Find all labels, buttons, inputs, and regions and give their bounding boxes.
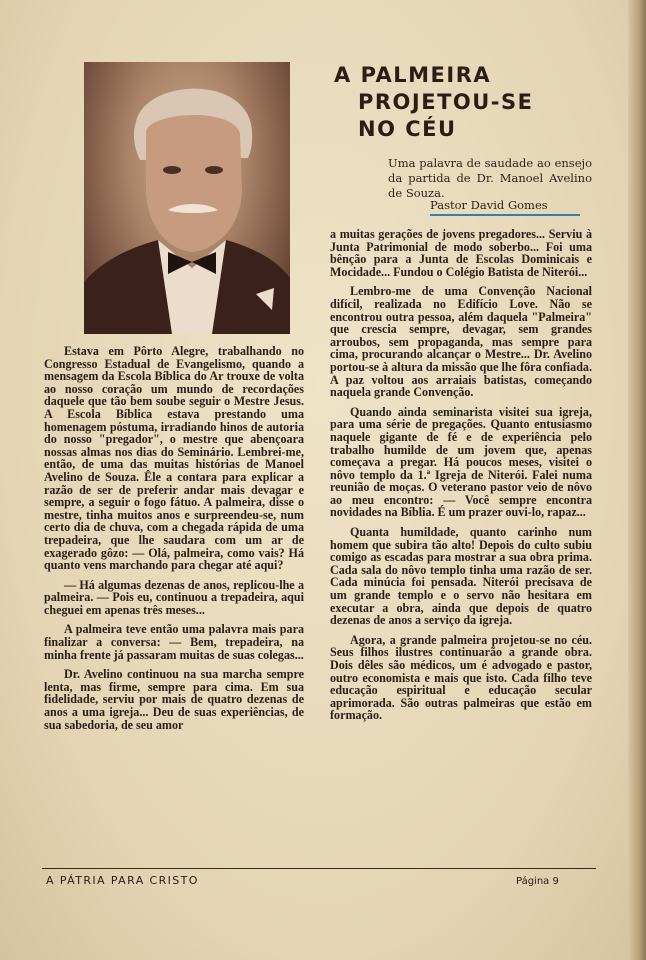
paragraph: — Há algumas dezenas de anos, replicou-lhe a palmeira. — Pois eu, continuou a trepadeira, aqui cheguei em apenas três meses... (44, 577, 304, 617)
article-author: Pastor David Gomes (430, 198, 580, 216)
paragraph: Agora, a grande palmeira projetou-se no céu. Seus filhos ilustres continuarão a grande obra. Dois dêles são médicos, um é advogado e pastor, outro economista e mais que isto. Cada filho teve educação espiritual e educação secular aprimorada. São outras palmeiras que estão em formação. (330, 632, 592, 723)
left-text-column (44, 345, 304, 738)
footer-divider (42, 868, 596, 869)
paragraph: Lembro-me de uma Convenção Nacional difícil, realizada no Edifício Love. Não se encontrou outra pessoa, além daquela "Palmeira" que crescia sempre, devagar, sem grandes arroubos, sem propaganda, mas sempre para cima, procurando alcançar o Mestre... Dr. Avelino portou-se à altura da missão que lhe fôra confiada. A paz voltou aos arraiais batistas, começando naquela grande Convenção. (330, 284, 592, 400)
paragraph: A palmeira teve então uma palavra mais para finalizar a conversa: — Bem, trepadeira, na minha frente já passaram muitas de suas colegas... (44, 622, 304, 662)
paragraph: Dr. Avelino continuou na sua marcha sempre lenta, mas firme, sempre para cima. Em sua fidelidade, serviu por mais de quatro dezenas de anos a uma igreja... Deu de suas experiências, de sua sabedoria, de seu amor (44, 667, 304, 732)
paragraph: Estava em Pôrto Alegre, trabalhando no Congresso Estadual de Evangelismo, quando a mensagem da Escola Bíblica do Ar trouxe de volta ao nosso coração um mundo de recordações daquele que tão bem soube seguir o Mestre Jesus. A Escola Bíblica estava prestando uma homenagem póstuma, irradiando hinos de autoria do nosso "pregador", o mestre que abençoara nossas almas nos dias do Seminário. Lembrei-me, então, de uma das muitas histórias de Manoel Avelino de Souza. Êle a contara para explicar a razão de ser de preferir andar mais devagar e sempre, a seguir o fogo fátuo. A palmeira, disse o mestre, tinha muitos anos e surpreendeu-se, num certo dia de chuva, com a chegada rápida de uma trepadeira, que lhe saudara com um ar de exagerado gôzo: — Olá, palmeira, como vais? Há quanto vens marchando para chegar até aqui? (44, 344, 304, 573)
article-headline (334, 62, 604, 143)
right-text-column (330, 228, 592, 729)
paragraph: a muitas gerações de jovens pregadores... Serviu à Junta Patrimonial de modo soberbo... Foi uma bênção para a Junta de Escolas Dominicais e Mocidade... Fundou o Colégio Batista de Niterói... (330, 227, 592, 279)
headline-line-1: A PALMEIRA (334, 63, 492, 87)
page-binding-edge (628, 0, 646, 960)
publication-name: A PÁTRIA PARA CRISTO (46, 874, 199, 887)
paragraph: Quando ainda seminarista visitei sua igreja, para uma série de pregações. Quanto entusiasmo naquele gigante de fé e de experiência pelo trabalho humilde de um jovem que, apenas começava a pregar. Há poucos meses, visitei o nôvo templo da 1.ª Igreja de Niterói. Falei numa reunião de moças. O veterano pastor veio de nôvo ao meu encontro: — Você sempre encontra novidades na Bíblia. É um prazer ouvi-lo, rapaz... (330, 404, 592, 520)
article-subtitle: Uma palavra de saudade ao ensejo da partida de Dr. Manoel Avelino de Souza. (388, 156, 592, 200)
page-number: Página 9 (516, 876, 559, 887)
paragraph: Quanta humildade, quanto carinho num homem que subira tão alto! Depois do culto subiu comigo as escadas para mostrar a sua obra prima. Cada sala do nôvo templo tinha uma razão de ser. Cada minúcia foi pensada. Niterói precisava de um grande templo e o servo não hesitara em executar a obra, ainda que depois de quatro dezenas de anos a serviço da igreja. (330, 525, 592, 628)
headline-line-2: PROJETOU-SE (358, 90, 534, 114)
headline-line-3: NO CÉU (358, 117, 457, 141)
portrait-photo-icon (84, 62, 290, 334)
portrait-photo (84, 62, 290, 334)
